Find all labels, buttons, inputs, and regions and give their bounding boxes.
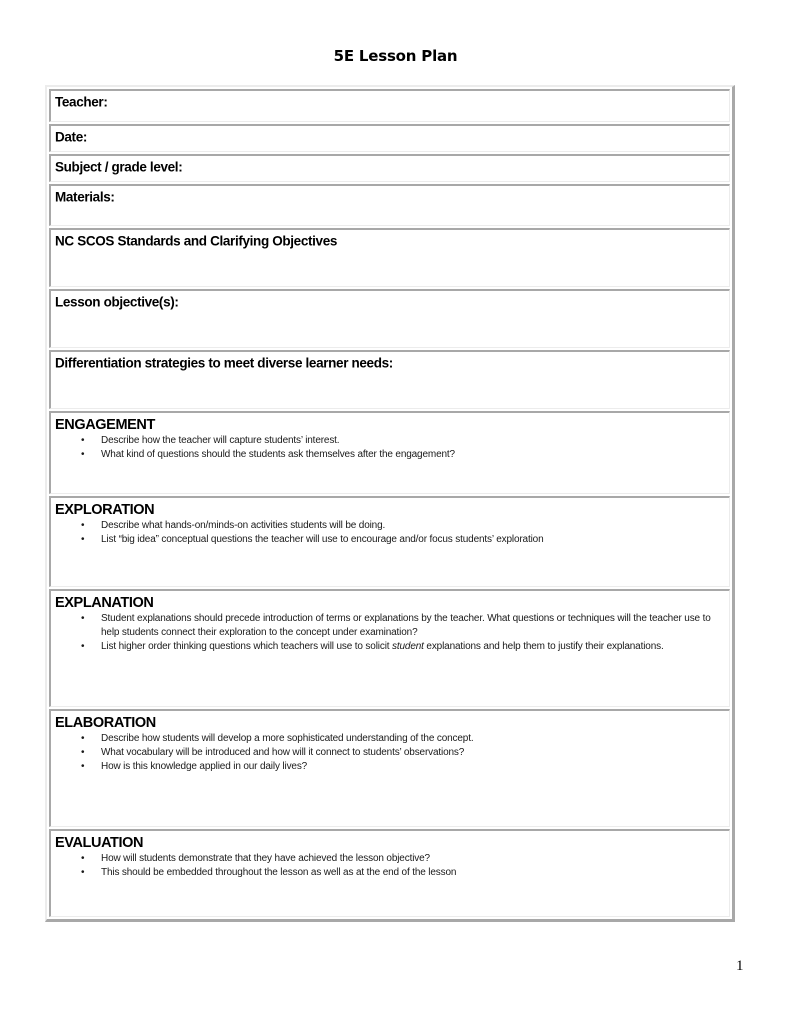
engagement-section[interactable]	[49, 411, 730, 494]
list-item: • What vocabulary will be introduced and how will it connect to students’ observations?	[81, 747, 465, 758]
differentiation-label: Differentiation strategies to meet diverse learner needs:	[55, 355, 393, 371]
evaluation-section[interactable]	[49, 829, 730, 917]
list-item: • This should be embedded throughout the lesson as well as at the end of the lesson	[81, 867, 457, 878]
list-item: • Student explanations should precede introduction of terms or explanations by the teacher. What questions or techniques will the teacher use to help students connect their exploration to the concept under examination?	[81, 613, 711, 638]
bullet-icon: •	[81, 733, 85, 744]
bullet-icon: •	[81, 867, 85, 878]
standards-field[interactable]	[49, 228, 730, 287]
explanation-title: EXPLANATION	[55, 595, 154, 611]
bullet-icon: •	[81, 520, 85, 531]
exploration-bullets	[55, 519, 725, 547]
lesson-objectives-label: Lesson objective(s):	[55, 294, 179, 310]
list-item: • List “big idea” conceptual questions the teacher will use to encourage and/or focus students’ exploration	[81, 534, 544, 545]
bullet-icon: •	[81, 747, 85, 758]
page-number: 1	[736, 958, 744, 974]
elaboration-title: ELABORATION	[55, 715, 156, 731]
elaboration-bullets	[55, 732, 725, 774]
subject-grade-label: Subject / grade level:	[55, 159, 183, 175]
evaluation-title: EVALUATION	[55, 835, 144, 851]
engagement-bullets	[55, 434, 725, 462]
evaluation-bullets	[55, 852, 725, 880]
list-item: • Describe what hands-on/minds-on activities students will be doing.	[81, 520, 386, 531]
subject-grade-field[interactable]	[49, 154, 730, 182]
list-item: • List higher order thinking questions which teachers will use to solicit student explanations and help them to justify their explanations.	[81, 641, 664, 652]
explanation-section[interactable]	[49, 589, 730, 707]
materials-label: Materials:	[55, 189, 115, 205]
bullet-icon: •	[81, 641, 85, 652]
list-item: • Describe how the teacher will capture students’ interest.	[81, 435, 340, 446]
materials-field[interactable]	[49, 184, 730, 226]
list-item: • What kind of questions should the students ask themselves after the engagement?	[81, 449, 455, 460]
differentiation-field[interactable]	[49, 350, 730, 409]
list-item: • How is this knowledge applied in our daily lives?	[81, 761, 308, 772]
teacher-label: Teacher:	[55, 94, 108, 110]
list-item: • Describe how students will develop a more sophisticated understanding of the concept.	[81, 733, 474, 744]
explanation-bullets	[55, 612, 725, 654]
date-label: Date:	[55, 129, 88, 145]
bullet-icon: •	[81, 853, 85, 864]
elaboration-section[interactable]	[49, 709, 730, 827]
bullet-icon: •	[81, 534, 85, 545]
list-item: • How will students demonstrate that they have achieved the lesson objective?	[81, 853, 430, 864]
engagement-title: ENGAGEMENT	[55, 417, 155, 433]
emphasis-student: student	[392, 641, 424, 652]
page-title: 5E Lesson Plan	[333, 47, 458, 65]
lesson-objectives-field[interactable]	[49, 289, 730, 348]
exploration-title: EXPLORATION	[55, 502, 155, 518]
bullet-icon: •	[81, 435, 85, 446]
standards-label: NC SCOS Standards and Clarifying Objectives	[55, 233, 338, 249]
bullet-icon: •	[81, 449, 85, 460]
bullet-icon: •	[81, 613, 85, 624]
bullet-icon: •	[81, 761, 85, 772]
lesson-plan-table	[45, 85, 735, 922]
exploration-section[interactable]	[49, 496, 730, 587]
date-field[interactable]	[49, 124, 730, 152]
teacher-field[interactable]	[49, 89, 730, 122]
